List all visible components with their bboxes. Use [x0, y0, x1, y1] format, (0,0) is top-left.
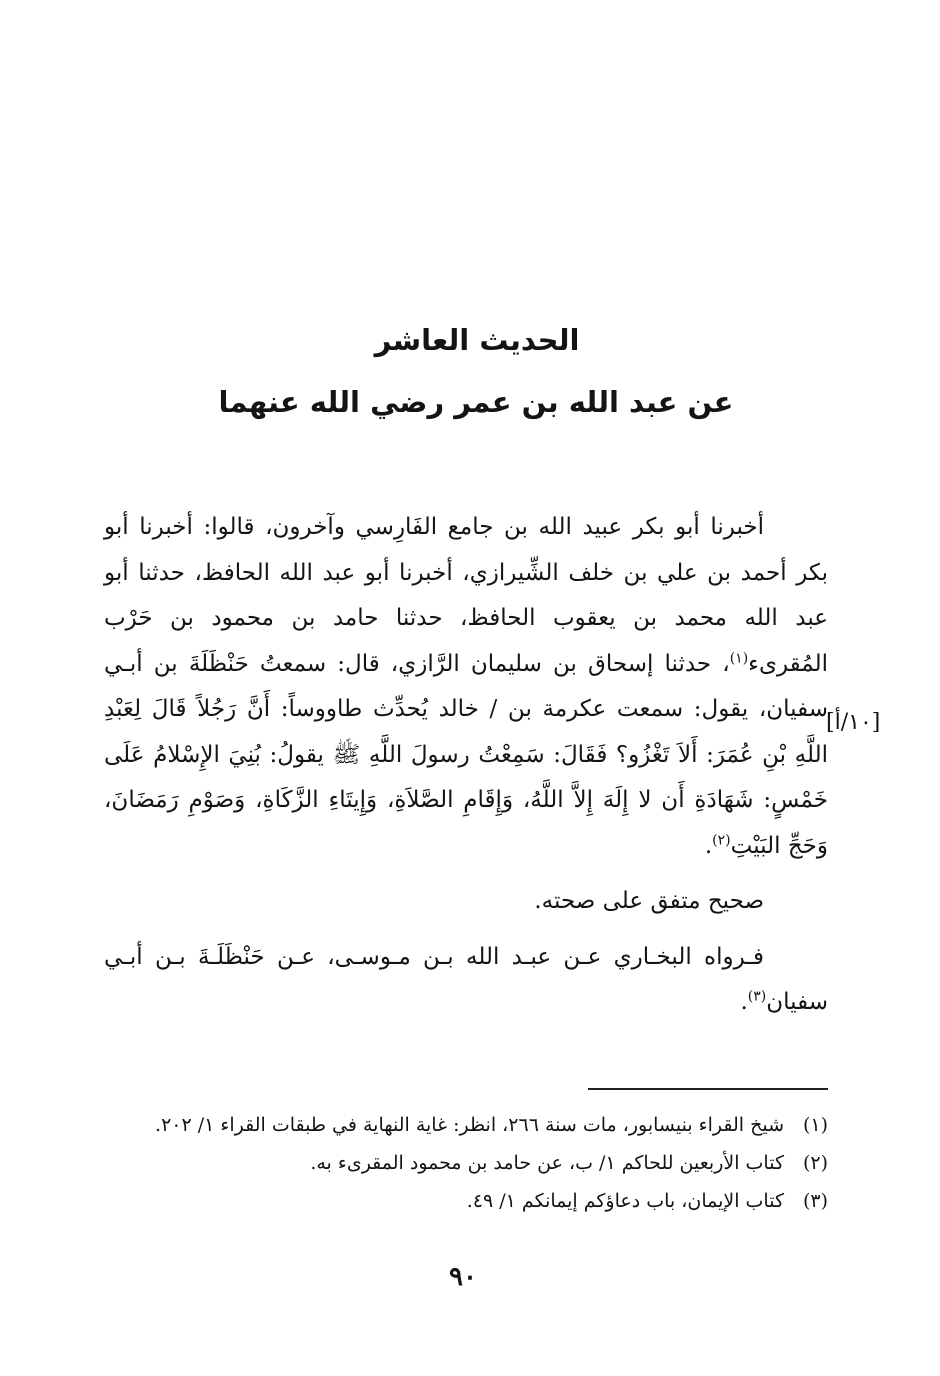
footnote-text: كتاب الأربعين للحاكم ١/ ب، عن حامد بن محمود المقرىء به.: [310, 1152, 784, 1174]
isnad-end-mark: .: [704, 832, 713, 859]
footnote-item: [104, 1106, 828, 1144]
manuscript-folio-marker: [١٠/أ]: [826, 710, 881, 735]
isnad-paragraph: [104, 505, 828, 869]
chapter-subtitle: عن عبد الله بن عمر رضي الله عنهما: [218, 385, 734, 419]
grading-text: صحيح متفق على صحته.: [534, 888, 764, 914]
footnote-ref-1: (١): [729, 649, 749, 666]
page-number: ٩٠: [449, 1262, 477, 1292]
footnote-text: شيخ القراء بنيسابور، مات سنة ٢٦٦، انظر: غاية النهاية في طبقات القراء ١/ ٢٠٢.: [155, 1114, 784, 1136]
source-end-mark: .: [740, 989, 748, 1015]
source-paragraph: [104, 935, 828, 1026]
footnotes: [104, 1106, 828, 1220]
isnad-text-part1: أخبرنا أبو بكر عبيد الله بن جامع الفَارِسي وآخرون، قالوا: أخبرنا أبو بكر أحمد بن علي بن خلف الشِّيرازي، أخبرنا أبو عبد الله الحافظ، حدثنا أبو عبد الله محمد بن يعقوب الحافظ، حدثنا حامد بن محمود بن حَرْب المُقرىء: [104, 514, 828, 677]
footnote-item: [104, 1182, 828, 1220]
source-text: فـرواه البخـاري عـن عبـد الله بـن مـوسـى، عـن حَنْظَلَـةَ بـن أبـي سفيان: [104, 943, 828, 1015]
grading-paragraph: [104, 879, 828, 925]
hadith-body: [104, 505, 828, 1026]
footnote-item: [104, 1144, 828, 1182]
footnote-text: كتاب الإيمان، باب دعاؤكم إيمانكم ١/ ٤٩.: [466, 1190, 784, 1212]
footnote-number: (١): [802, 1114, 828, 1136]
footnote-number: (٢): [802, 1152, 828, 1174]
isnad-text-part2: ، حدثنا إسحاق بن سليمان الرَّازي، قال: سمعتُ حَنْظَلَةَ بن أبـي سفيان، يقول: سمعت عكرمة بن / خالد يُحدِّث طاووساً: أَنَّ رَجُلاً قَالَ لِعَبْدِ اللَّهِ بْنِ عُمَرَ: أَلاَ تَغْزُو؟ فَقَالَ: سَمِعْتُ رسولَ اللَّهِ ﷺ يقولُ: بُنِيَ الإِسْلامُ عَلَى خَمْسٍ: شَهَادَةِ أَن لا إِلَهَ إِلاَّ اللَّهُ، وَإِقَامِ الصَّلاَةِ، وَإِيتَاءِ الزَّكَاةِ، وَصَوْمِ رَمَضَانَ، وَحَجِّ البَيْتِ: [104, 650, 828, 859]
chapter-title: الحديث العاشر: [374, 323, 580, 357]
chapter-heading: [0, 318, 940, 424]
footnote-number: (٣): [802, 1190, 828, 1212]
footnote-ref-2: (٢): [712, 831, 731, 848]
footnote-divider: [588, 1088, 828, 1090]
footnote-ref-3: (٣): [747, 988, 767, 1005]
